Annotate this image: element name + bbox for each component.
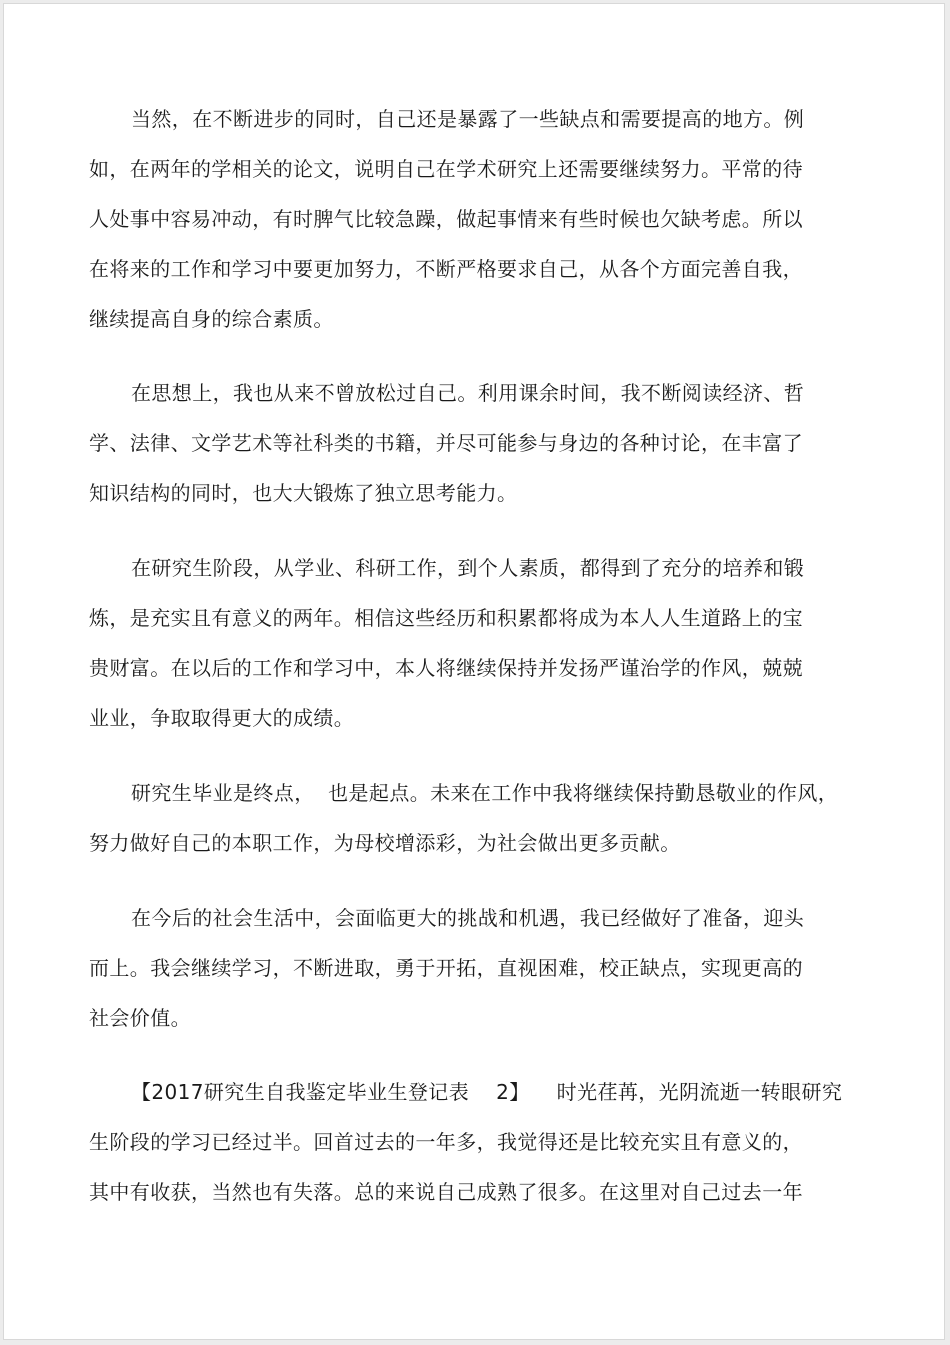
text-line: 当然，在不断进步的同时，自己还是暴露了一些缺点和需要提高的地方。例	[131, 107, 805, 131]
text-line: 继续提高自身的综合素质。	[89, 307, 334, 331]
document-page	[3, 3, 945, 1340]
text-line: 知识结构的同时，也大大锻炼了独立思考能力。	[89, 481, 518, 505]
text-line: 其中有收获，当然也有失落。总的来说自己成熟了很多。在这里对自己过去一年	[89, 1180, 803, 1204]
text-line: 生阶段的学习已经过半。回首过去的一年多，我觉得还是比较充实且有意义的，	[89, 1130, 803, 1154]
text-line: 在将来的工作和学习中要更加努力，不断严格要求自己，从各个方面完善自我，	[89, 257, 803, 281]
text-line: 炼，是充实且有意义的两年。相信这些经历和积累都将成为本人人生道路上的宝	[89, 606, 803, 630]
text-line: 社会价值。	[89, 1006, 191, 1030]
text-line: 如，在两年的学相关的论文，说明自己在学术研究上还需要继续努力。平常的待	[89, 157, 803, 181]
text-line: 贵财富。在以后的工作和学习中，本人将继续保持并发扬严谨治学的作风，兢兢	[89, 656, 803, 680]
text-line: 人处事中容易冲动，有时脾气比较急躁，做起事情来有些时候也欠缺考虑。所以	[89, 207, 803, 231]
text-line: 在研究生阶段，从学业、科研工作，到个人素质，都得到了充分的培养和锻	[131, 556, 805, 580]
text-line: 业业，争取取得更大的成绩。	[89, 706, 355, 730]
text-line: 研究生毕业是终点， 也是起点。未来在工作中我将继续保持勤恳敬业的作风，	[131, 781, 839, 805]
text-line: 而上。我会继续学习，不断进取，勇于开拓，直视困难，校正缺点，实现更高的	[89, 956, 803, 980]
section-heading-line: 【2017研究生自我鉴定毕业生登记表 2】 时光荏苒，光阴流逝一转眼研究	[131, 1080, 843, 1104]
text-line: 努力做好自己的本职工作，为母校增添彩，为社会做出更多贡献。	[89, 831, 681, 855]
text-line: 在今后的社会生活中，会面临更大的挑战和机遇，我已经做好了准备，迎头	[131, 906, 805, 930]
text-line: 在思想上，我也从来不曾放松过自己。利用课余时间，我不断阅读经济、哲	[131, 381, 805, 405]
text-line: 学、法律、文学艺术等社科类的书籍，并尽可能参与身边的各种讨论，在丰富了	[89, 431, 803, 455]
